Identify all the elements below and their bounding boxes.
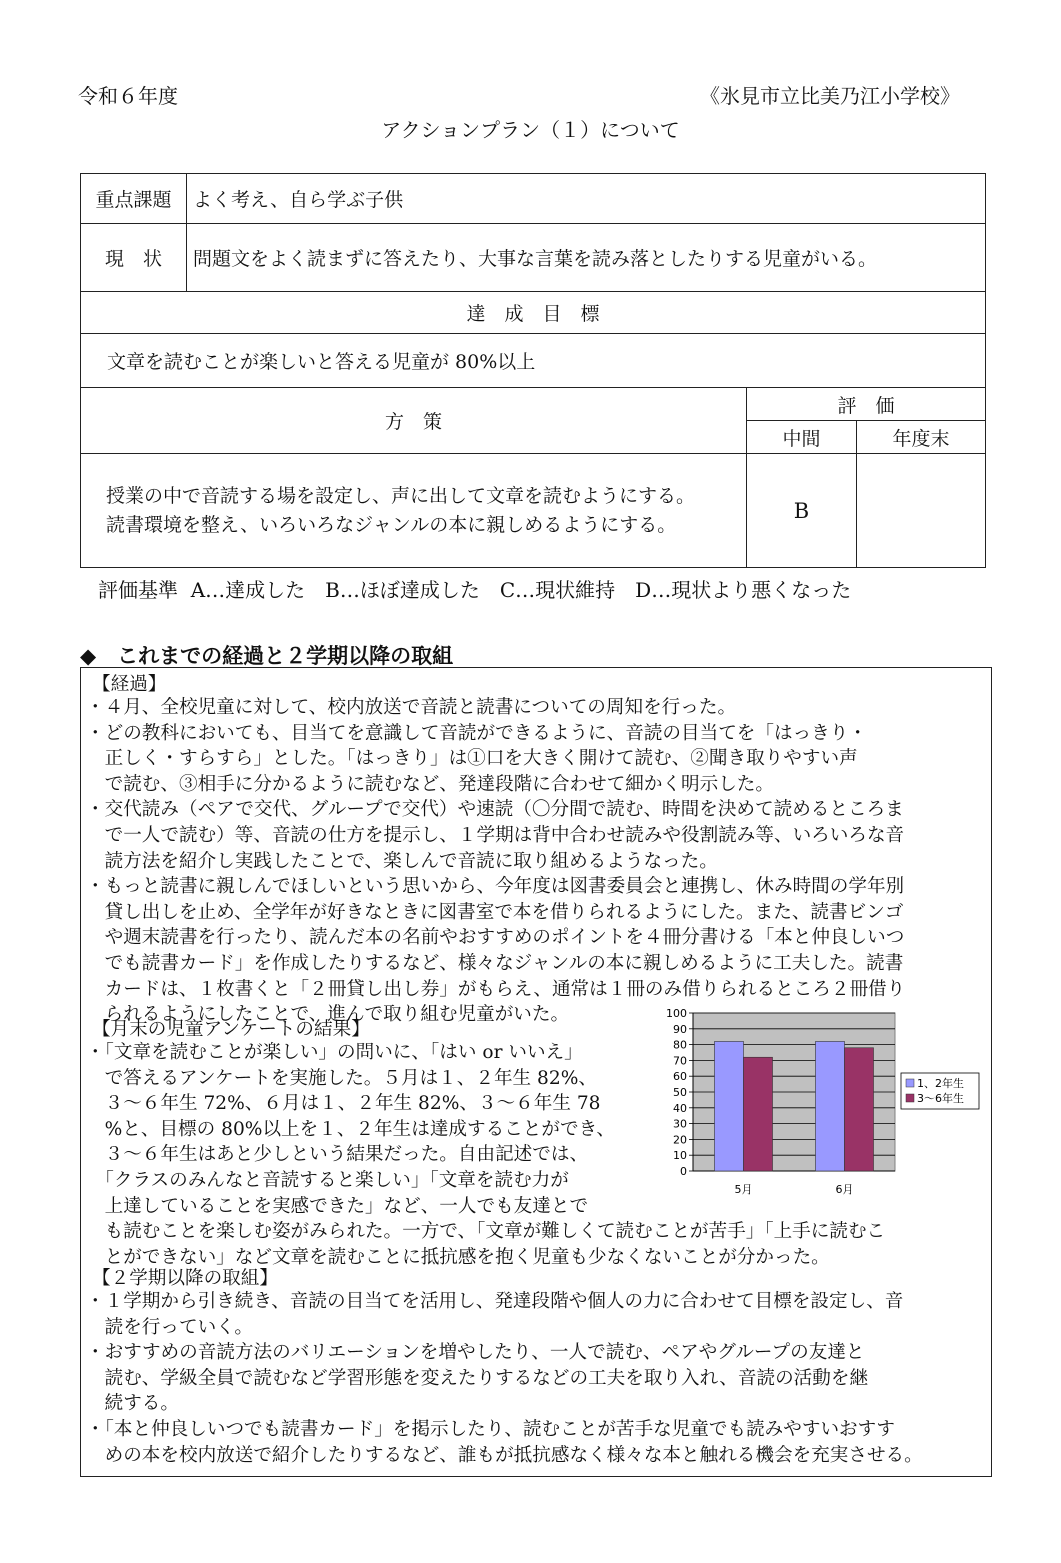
- legend-label: 3～6年生: [917, 1092, 964, 1105]
- progress-line: 正しく・すらすら」とした。「はっきり」は①口を大きく開けて読む、②聞き取りやすい声: [86, 748, 858, 770]
- next-line: 読む、学級全員で読むなど学習形態を変えたりするなどの工夫を取り入れ、音読の活動を継: [86, 1367, 869, 1389]
- survey-line: 上達していることを実感できた」など、一人でも友達とで: [86, 1195, 589, 1217]
- progress-line: ・交代読み（ペアで交代、グループで交代）や速読（〇分間で読む、時間を決めて読めるところま: [86, 799, 904, 821]
- progress-line: で読む、③相手に分かるように読むなど、発達段階に合わせて細かく明示した。: [86, 773, 774, 795]
- survey-line: ・「文章を読むことが楽しい」の問いに、「はい or いいえ」: [86, 1042, 583, 1063]
- goal-label: 達 成 目 標: [81, 292, 986, 334]
- measures-label: 方 策: [81, 388, 747, 454]
- y-tick-label: 40: [673, 1101, 687, 1115]
- status-value: 問題文をよく読まずに答えたり、大事な言葉を読み落としたりする児童がいる。: [187, 224, 986, 292]
- survey-bar-chart: [655, 1005, 985, 1203]
- legend-swatch: [906, 1094, 914, 1102]
- fiscal-year: 令和６年度: [78, 84, 178, 108]
- next-line: ・「本と仲良しいつでも読書カード」を掲示したり、読むことが苦手な児童でも読みやすいおすす: [86, 1419, 896, 1440]
- y-tick-label: 70: [673, 1054, 687, 1068]
- next-line: めの本を校内放送で紹介したりするなど、誰もが抵抗感なく様々な本と触れる機会を充実させる。: [86, 1444, 923, 1466]
- y-tick-label: 50: [673, 1086, 687, 1099]
- next-line: 読を行っていく。: [86, 1316, 253, 1338]
- legend-swatch: [906, 1079, 914, 1087]
- progress-line: でも読書カード」を作成したりするなど、様々なジャンルの本に親しめるように工夫した。読書: [86, 953, 904, 974]
- focus-label: 重点課題: [81, 174, 187, 224]
- progress-line: 読方法を紹介し実践したことで、楽しんで音読に取り組めるようなった。: [86, 850, 718, 872]
- bar: [845, 1048, 874, 1171]
- eval-criteria: 評価基準 A…達成した B…ほぼ達成した C…現状維持 D…現状より悪くなった: [98, 578, 852, 602]
- legend-label: 1、2年生: [917, 1077, 964, 1090]
- next-line: ・おすすめの音読方法のバリエーションを増やしたり、一人で読む、ペアやグループの友達と: [86, 1342, 865, 1364]
- measures-text: [81, 454, 747, 568]
- mid-eval-value: B: [747, 454, 857, 568]
- measure-2: 読書環境を整え、いろいろなジャンルの本に親しめるようにする。: [106, 513, 677, 536]
- next-line: ・１学期から引き続き、音読の目当てを活用し、発達段階や個人の力に合わせて目標を設定し、音: [86, 1291, 904, 1312]
- y-tick-label: 60: [673, 1070, 687, 1084]
- survey-line: も読むことを楽しむ姿がみられた。一方で、「文章が難しくて読むことが苦手」「上手に読むこ: [86, 1221, 886, 1243]
- y-tick-label: 10: [673, 1149, 687, 1163]
- status-label: 現 状: [81, 224, 187, 292]
- end-eval-value: [857, 454, 986, 568]
- y-tick-label: 0: [680, 1165, 687, 1178]
- eval-label: 評 価: [747, 388, 986, 421]
- y-tick-label: 100: [666, 1007, 687, 1020]
- goal-value: 文章を読むことが楽しいと答える児童が 80%以上: [81, 334, 986, 388]
- section-heading: ◆ これまでの経過と２学期以降の取組: [80, 644, 454, 668]
- survey-line: ３～６年生 72%、６月は１、２年生 82%、３～６年生 78: [86, 1093, 601, 1115]
- progress-line: られるようにしたことで、進んで取り組む児童がいた。: [86, 1004, 570, 1026]
- school-name: 《氷見市立比美乃江小学校》: [700, 84, 960, 108]
- document-title: アクションプラン（１）について: [381, 118, 680, 142]
- progress-line: ・４月、全校児童に対して、校内放送で音読と読書についての周知を行った。: [86, 697, 737, 718]
- survey-line: 「クラスのみんなと音読すると楽しい」「文章を読む力が: [86, 1170, 569, 1191]
- progress-line: カードは、１枚書くと「２冊貸し出し券」がもらえ、通常は１冊のみ借りられるところ２冊借り: [86, 978, 906, 1000]
- progress-line: や週末読書を行ったり、読んだ本の名前やおすすめのポイントを４冊分書ける「本と仲良しいつ: [86, 927, 905, 949]
- x-tick-label: 5月: [734, 1183, 753, 1196]
- end-label: 年度末: [857, 421, 986, 454]
- y-tick-label: 30: [673, 1117, 687, 1131]
- y-tick-label: 90: [673, 1022, 687, 1036]
- measure-1: 授業の中で音読する場を設定し、声に出して文章を読むようにする。: [106, 484, 696, 507]
- y-tick-label: 80: [673, 1038, 687, 1052]
- mid-label: 中間: [747, 421, 857, 454]
- survey-line: ３～６年生はあと少しという結果だった。自由記述では、: [86, 1144, 589, 1166]
- next-heading: 【２学期以降の取組】: [92, 1268, 278, 1289]
- y-tick-label: 20: [673, 1133, 687, 1147]
- progress-line: で一人で読む）等、音読の仕方を提示し、１学期は背中合わせ読みや役割読み等、いろいろな音: [86, 825, 905, 846]
- bar: [816, 1041, 845, 1171]
- action-plan-table: [80, 173, 986, 568]
- survey-heading: 【月末の児童アンケートの結果】: [92, 1019, 370, 1040]
- x-tick-label: 6月: [835, 1183, 854, 1196]
- progress-line: ・もっと読書に親しんでほしいという思いから、今年度は図書委員会と連携し、休み時間の学年別: [86, 876, 905, 898]
- progress-heading: 【経過】: [92, 674, 167, 695]
- progress-line: ・どの教科においても、目当てを意識して音読ができるように、音読の目当てを「はっきり・: [86, 722, 867, 744]
- focus-value: よく考え、自ら学ぶ子供: [187, 174, 986, 224]
- progress-line: 貸し出しを止め、全学年が好きなときに図書室で本を借りられるようにした。また、読書ビンゴ: [86, 901, 904, 923]
- survey-line: で答えるアンケートを実施した。５月は１、２年生 82%、: [86, 1067, 597, 1089]
- survey-line: とができない」など文章を読むことに抵抗感を抱く児童も少なくないことが分かった。: [86, 1246, 830, 1268]
- bar: [715, 1041, 744, 1171]
- survey-line: %と、目標の 80%以上を１、２年生は達成することができ、: [86, 1118, 616, 1140]
- bar: [744, 1057, 773, 1171]
- next-line: 続する。: [86, 1393, 179, 1415]
